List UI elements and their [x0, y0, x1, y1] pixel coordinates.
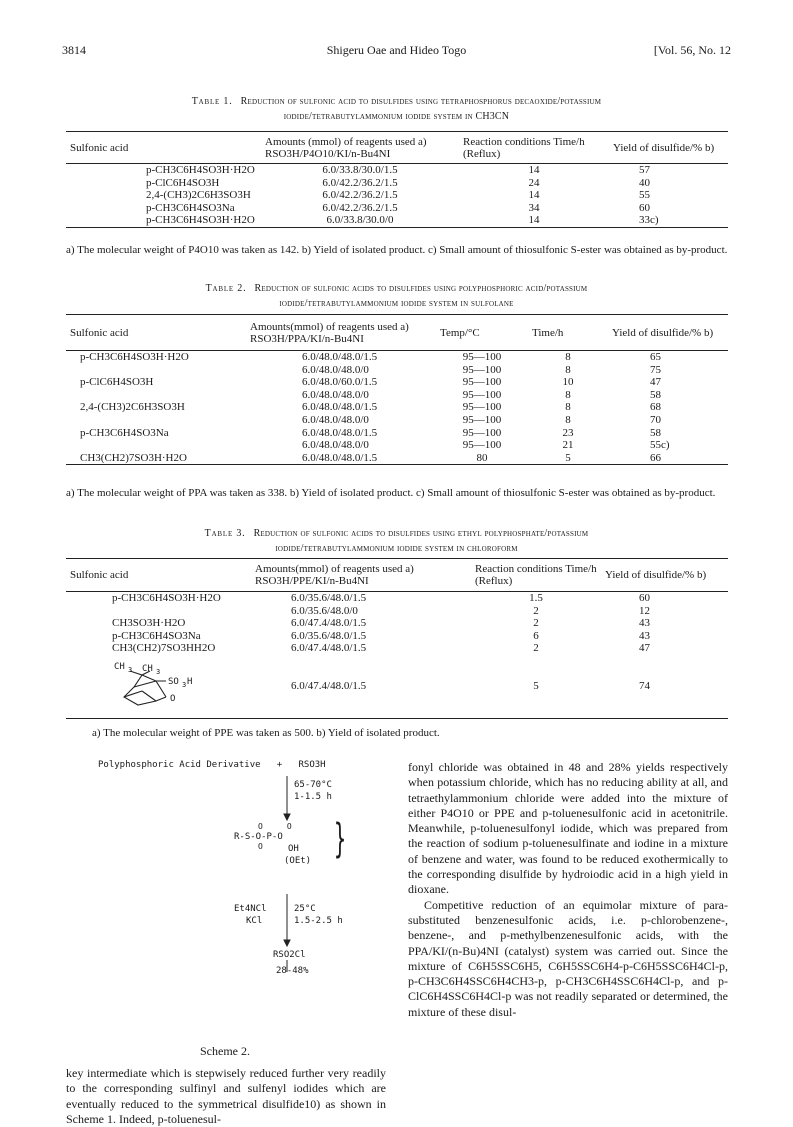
table-cell: 24 — [528, 176, 540, 189]
table-cell: 6.0/33.8/30.0/0 — [326, 214, 394, 227]
table-cell — [66, 364, 246, 377]
scheme-reagent-et4ncl: Et4NCl — [234, 904, 267, 914]
table-cell: 6.0/47.4/48.0/1.5 — [291, 617, 367, 630]
table1-title-line2: iodide/tetrabutylammonium iodide system in CH3CN — [283, 111, 510, 122]
table-cell: 6.0/42.2/36.2/1.5 — [322, 189, 398, 202]
table2-label: Table 2. — [205, 283, 247, 294]
table-cell: 95—100 — [462, 351, 502, 363]
table2-caption — [62, 281, 731, 311]
table-cell: 2 — [533, 642, 539, 655]
svg-text:H: H — [187, 676, 193, 687]
table-cell: 6.0/48.0/48.0/0 — [302, 388, 369, 401]
table-cell: 70 — [650, 413, 661, 426]
table3-caption — [62, 526, 731, 556]
body-right-paragraph-2: Competitive reduction of an equimolar mixture of para-substituted benzenesulfonic acids, i.e. p-chlorobenzene-, benzene-, and p-methylbenzenesulfonic acids, with the PPA/KI/(n-Bu)4NI (catalyst) system was carried out. Since the mixture of C6H5SSC6H5, C6H5SSC6H4-p-C6H5SSC6H4Cl-p, p-CH3C6H4SSC6H4CH3-p, p-CH3C6H4SSC6H4Cl-p, and p-ClC6H4SSC6H4Cl-p was not readily separated or determined, the mixture of these disul- — [408, 897, 728, 1019]
table-cell: 8 — [565, 413, 571, 426]
table2-header: Sulfonic acid — [70, 326, 129, 339]
table-row — [66, 189, 728, 202]
table-cell: 8 — [565, 351, 571, 363]
table3-header: Amounts(mmol) of reagents used a) RSO3H/PPE/KI/n-Bu4NI — [255, 563, 414, 587]
scheme-temperature-2: 25°C — [294, 904, 316, 914]
scheme-time-1: 1-1.5 h — [294, 792, 332, 802]
table-row — [66, 592, 728, 605]
table3-header: Reaction conditions Time/h (Reflux) — [475, 563, 597, 587]
table2-header: Yield of disulfide/% b) — [612, 326, 714, 339]
table-cell: 43 — [639, 617, 650, 630]
table3-footnote: a) The molecular weight of PPE was taken as 500. b) Yield of isolated product. — [92, 727, 440, 739]
table-row — [66, 389, 728, 402]
table1 — [66, 131, 728, 228]
table-cell: 33c) — [639, 214, 659, 227]
table-cell: p-CH3C6H4SO3Na — [80, 426, 169, 439]
table-cell: 58 — [650, 426, 661, 439]
table-cell: 60 — [639, 592, 650, 604]
table1-label: Table 1. — [191, 96, 233, 107]
table-cell: 47 — [639, 642, 650, 655]
table-cell: 6.0/35.6/48.0/0 — [291, 604, 358, 617]
table-cell: 6.0/48.0/60.0/1.5 — [302, 376, 378, 389]
body-right-column — [408, 760, 728, 1020]
table-cell: 74 — [639, 680, 650, 693]
table-row — [66, 617, 728, 630]
scheme-2: Polyphosphoric Acid Derivative + RSO3H 65-70°C 1-1.5 h O O R-S-O-P-O O OH (OEt) } Et4NCl KCl 25°C 1.5-2.5 h RSO2Cl 28-48% — [98, 760, 388, 1030]
table-cell: 8 — [565, 363, 571, 376]
body-left-column: key intermediate which is stepwisely reduced further very readily to the corresponding sulfinyl and sulfenyl iodides which are eventually reduced to the symmetrical disulfide10) as shown in Scheme 1. Indeed, p-toluenesul- — [66, 1066, 386, 1126]
running-authors: Shigeru Oae and Hideo Togo — [326, 43, 467, 57]
table-cell: 5 — [565, 451, 571, 464]
table-cell: 6.0/48.0/48.0/1.5 — [302, 401, 378, 414]
body-right-paragraph-1: fonyl chloride was obtained in 48 and 28% yields respectively when potassium chloride, which has no reducing ability at all, and tetraethylammonium chloride were added into the mixture of either P4O10 or PPE and p-toluenesulfonic acid in acetonitrile. Meanwhile, p-toluenesulfonyl iodide, which was prepared from the reaction of sodium p-toluenesulfinate and iodine in a mixture of benzene and water, was found to be reduced exothermically to the corresponding disulfide by hydroiodic acid in a high yield in dioxane. — [408, 760, 728, 897]
table-cell: 95—100 — [462, 401, 502, 414]
table1-header: Sulfonic acid — [70, 141, 129, 154]
table3 — [66, 558, 728, 719]
table2-title-line1: Reduction of sulfonic acids to disulfides using polyphosphoric acid/potassium — [254, 283, 588, 294]
table-cell: 6.0/48.0/48.0/1.5 — [302, 351, 378, 363]
table-row — [66, 642, 728, 655]
table-cell: p-ClC6H4SO3H — [146, 176, 220, 189]
table3-title-line1: Reduction of sulfonic acids to disulfides using ethyl polyphosphate/potassium — [253, 528, 589, 539]
table-cell: 8 — [565, 388, 571, 401]
table-cell: 6.0/35.6/48.0/1.5 — [291, 629, 367, 642]
table-cell: 8 — [565, 401, 571, 414]
table-cell: 6.0/48.0/48.0/1.5 — [302, 426, 378, 439]
table2-header: Time/h — [532, 326, 564, 339]
table2 — [66, 314, 728, 465]
scheme-arrows — [98, 760, 388, 1030]
table-row — [66, 414, 728, 427]
table-cell: 34 — [528, 201, 540, 214]
table1-footnote: a) The molecular weight of P4O10 was taken as 142. b) Yield of isolated product. c) Small amount of thiosulfonic S-ester was obtained as by-product. — [66, 244, 728, 256]
table-cell: 47 — [650, 376, 661, 389]
table-cell: 95—100 — [462, 413, 502, 426]
table-cell — [66, 414, 246, 427]
table-cell: 2,4-(CH3)2C6H3SO3H — [80, 401, 185, 414]
table-cell: 55 — [639, 189, 650, 202]
table-row — [66, 630, 728, 643]
table-cell: 2,4-(CH3)2C6H3SO3H — [146, 189, 251, 202]
scheme-oet: (OEt) — [284, 856, 312, 866]
page-number: 3814 — [62, 43, 86, 57]
table-cell: 95—100 — [462, 363, 502, 376]
table3-title-line2: iodide/tetrabutylammonium iodide system in chloroform — [275, 543, 518, 554]
table-cell: 68 — [650, 401, 661, 414]
table-cell: 21 — [562, 439, 574, 452]
page-header — [62, 43, 731, 61]
table-cell: 6.0/35.6/48.0/1.5 — [291, 592, 367, 604]
table-cell: 95—100 — [462, 388, 502, 401]
table2-title-line2: iodide/tetrabutylammonium iodide system in sulfolane — [279, 298, 514, 309]
table-cell: CH3(CH2)7SO3H·H2O — [80, 451, 187, 464]
table-cell: 23 — [562, 426, 574, 439]
scheme-reagent-kcl: KCl — [246, 916, 263, 926]
scheme-temperature-1: 65-70°C — [294, 780, 332, 790]
table-cell: 60 — [639, 201, 650, 214]
table-cell: 12 — [639, 604, 650, 617]
table-cell: p-CH3C6H4SO3Na — [112, 629, 201, 642]
table-cell: 6.0/48.0/48.0/0 — [302, 363, 369, 376]
table-row — [66, 351, 728, 364]
table-cell: 6.0/48.0/48.0/1.5 — [302, 451, 378, 464]
table-cell: 10 — [562, 376, 574, 389]
table-cell: 43 — [639, 629, 650, 642]
scheme-product: RSO2Cl — [273, 950, 306, 960]
table-cell: 6.0/33.8/30.0/1.5 — [322, 164, 398, 176]
table-cell: 55c) — [650, 439, 670, 452]
table-cell: p-CH3C6H4SO3H·H2O — [146, 164, 255, 176]
table2-header: Temp/°C — [440, 326, 480, 339]
table-cell — [66, 389, 246, 402]
table-cell: 95—100 — [462, 376, 502, 389]
volume-info: [Vol. 56, No. 12 — [653, 43, 731, 57]
table-row — [66, 401, 728, 414]
svg-text:3: 3 — [156, 667, 161, 676]
table-cell: 57 — [639, 164, 650, 176]
table-cell: 6.0/42.2/36.2/1.5 — [322, 176, 398, 189]
table-cell: 6.0/47.4/48.0/1.5 — [291, 680, 367, 693]
table-cell: 6.0/48.0/48.0/0 — [302, 439, 369, 452]
table-row — [66, 452, 728, 465]
table3-header: Sulfonic acid — [70, 569, 129, 581]
scheme-oh: OH — [288, 844, 299, 854]
table-cell: p-CH3C6H4SO3H·H2O — [80, 351, 189, 363]
table-cell: 5 — [533, 680, 539, 693]
scheme-time-2: 1.5-2.5 h — [294, 916, 343, 926]
scheme-caption: Scheme 2. — [200, 1044, 250, 1058]
svg-text:3: 3 — [128, 665, 133, 674]
camphor-structure-drawing — [112, 657, 232, 713]
table3-label: Table 3. — [204, 528, 246, 539]
table1-header: Reaction conditions Time/h (Reflux) — [463, 135, 585, 160]
table-cell: 58 — [650, 388, 661, 401]
table3-header: Yield of disulfide/% b) — [605, 569, 707, 581]
table-cell — [66, 605, 251, 618]
table-cell: 6.0/48.0/48.0/0 — [302, 413, 369, 426]
scheme-reactants: Polyphosphoric Acid Derivative + RSO3H — [98, 760, 326, 770]
table-cell: 14 — [528, 189, 540, 202]
table-row — [66, 202, 728, 215]
table-cell: 40 — [639, 176, 650, 189]
table-row — [66, 376, 728, 389]
scheme-intermediate: R-S-O-P-O — [234, 832, 283, 842]
table-cell: 66 — [650, 451, 661, 464]
table2-footnote: a) The molecular weight of PPA was taken as 338. b) Yield of isolated product. c) Small amount of thiosulfonic S-ester was obtained as by-product. — [66, 487, 716, 499]
table-cell: 6.0/42.2/36.2/1.5 — [322, 201, 398, 214]
svg-text:SO: SO — [168, 676, 179, 687]
table-cell: CH3(CH2)7SO3HH2O — [112, 642, 216, 655]
table1-caption — [62, 94, 731, 124]
table-cell: 2 — [533, 604, 539, 617]
table-cell: p-ClC6H4SO3H — [80, 376, 154, 389]
table-cell: 80 — [476, 451, 488, 464]
table-cell — [66, 439, 246, 452]
table-cell: 95—100 — [462, 426, 502, 439]
table-row — [66, 439, 728, 452]
table-cell: 1.5 — [529, 592, 543, 604]
scheme-yield: 28-48% — [276, 966, 309, 976]
table-row — [66, 177, 728, 190]
svg-text:3: 3 — [182, 680, 187, 689]
table-cell: 6.0/47.4/48.0/1.5 — [291, 642, 367, 655]
table-row — [66, 214, 728, 227]
table-cell: p-CH3C6H4SO3H·H2O — [146, 214, 255, 227]
table1-header: Yield of disulfide/% b) — [613, 141, 715, 154]
table-row — [66, 164, 728, 177]
camphorsulfonic-acid-structure — [66, 655, 251, 719]
table-cell: 6 — [533, 629, 539, 642]
svg-text:CH: CH — [142, 663, 153, 674]
table-row — [66, 364, 728, 377]
svg-text:O: O — [170, 693, 176, 704]
table-cell: 2 — [533, 617, 539, 630]
table-cell: 75 — [650, 363, 661, 376]
table-cell: 14 — [528, 214, 540, 227]
table-cell: 65 — [650, 351, 661, 363]
table-cell: p-CH3C6H4SO3H·H2O — [112, 592, 221, 604]
table1-title-line1: Reduction of sulfonic acid to disulfides using tetraphosphorus decaoxide/potassium — [240, 96, 602, 107]
table-cell: CH3SO3H·H2O — [112, 617, 186, 630]
table2-header: Amounts(mmol) of reagents used a) RSO3H/PPA/KI/n-Bu4NI — [250, 320, 409, 345]
table-row — [66, 655, 728, 719]
table-cell: 14 — [528, 164, 540, 176]
table-cell: 95—100 — [462, 439, 502, 452]
table-row — [66, 605, 728, 618]
table-cell: p-CH3C6H4SO3Na — [146, 201, 235, 214]
svg-text:CH: CH — [114, 661, 125, 672]
table-row — [66, 427, 728, 440]
table1-header: Amounts (mmol) of reagents used a) RSO3H/P4O10/KI/n-Bu4NI — [265, 135, 427, 160]
